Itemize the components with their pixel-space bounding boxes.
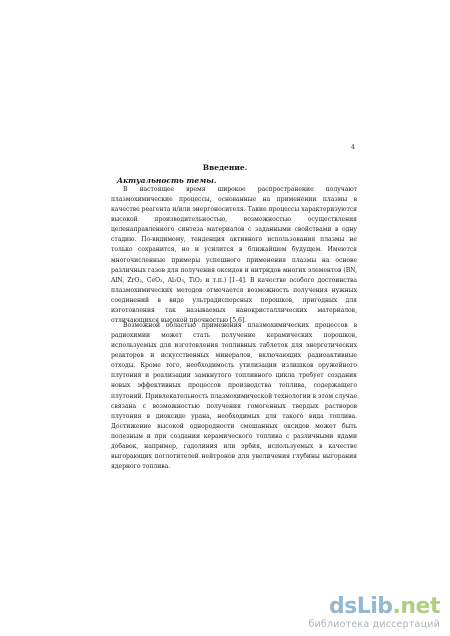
- text-line: используемых для изготовления топливных таблеток для энергетических: [111, 342, 357, 350]
- text-line: отличающихся высокой прочностью [5,6].: [111, 317, 247, 325]
- text-line: реакторов и искусственных минералов, включающих радиоактивные: [111, 352, 357, 360]
- text-line: соединений в виде ультрадисперсных порошков, пригодных для: [111, 296, 357, 304]
- paragraph-1: [111, 185, 357, 326]
- text-line: целенаправленного синтеза материалов с заданными свойствами в одну: [111, 226, 357, 234]
- text-line: связана с возможностью получения гомогенных твердых растворов: [111, 402, 357, 410]
- text-line: новых эффективных процессов производства топлива, содержащего: [111, 382, 357, 390]
- watermark-logo: [308, 596, 440, 618]
- text-line: плазмохимических методов отмечается возможность получения нужных: [111, 286, 357, 294]
- text-line: различных газов для получения оксидов и нитридов многих элементов (BN,: [111, 266, 357, 274]
- text-line: радиохимии может стать получение керамических порошков,: [111, 332, 357, 340]
- text-line: высокой производительностью, возможностью осуществления: [111, 216, 357, 224]
- text-line: изготовления так называемых нанокристаллических материалов,: [111, 306, 357, 314]
- text-line: отходы. Кроме того, необходимость утилизации излишков оружейного: [111, 362, 357, 370]
- page-title: Введение.: [202, 163, 248, 172]
- text-line: многочисленные примеры успешного применения плазмы на основе: [111, 256, 357, 264]
- text-line: плазмохимические процессы, основанные на применении плазмы в: [111, 196, 357, 204]
- text-line: AlN, ZrO₂, CeO₂, Al₂O₃, TiO₂ и т.п.) [1–4]. В качестве особого достоинства: [111, 276, 357, 284]
- text-line: Возможной областью применения плазмохимических процессов в: [123, 322, 357, 329]
- watermark-logo-part1: dsLib: [328, 594, 393, 619]
- text-line: только сохранится, но и усилится в ближайшем будущем. Имеются: [111, 246, 357, 254]
- text-line: Достижение высокой однородности смешанных оксидов может быть: [111, 422, 357, 430]
- paragraph-2: [111, 321, 357, 472]
- text-line: ядерного топлива.: [111, 463, 171, 471]
- watermark-logo-part2: .net: [392, 594, 440, 619]
- text-line: В настоящее время широкое распространение получают: [123, 186, 357, 193]
- text-line: плутония в диоксиде урана, необходимых для такого вида топлива.: [111, 412, 357, 420]
- text-line: стадию. По-видимому, тенденция активного использования плазмы не: [111, 236, 357, 244]
- watermark-tagline: библиотека диссертаций: [308, 619, 440, 630]
- page-number: 4: [351, 144, 355, 151]
- text-line: полезным и при создании керамического топлива с различными ядами: [111, 432, 357, 440]
- text-line: плутония и реализации замкнутого топливного цикла требует создания: [111, 372, 357, 380]
- watermark: [308, 596, 440, 630]
- text-line: плутоний. Привлекательность плазмохимической технологии в этом случае: [111, 392, 357, 400]
- text-line: добавок, например, гадолиния или эрбия, используемых в качестве: [111, 442, 357, 450]
- section-subtitle: Актуальность темы.: [117, 176, 217, 185]
- text-line: выгорающих поглотителей нейтронов для увеличения глубины выгорания: [111, 453, 357, 461]
- text-line: качестве реагента и/или энергоносителя. Такие процессы характеризуются: [111, 206, 357, 214]
